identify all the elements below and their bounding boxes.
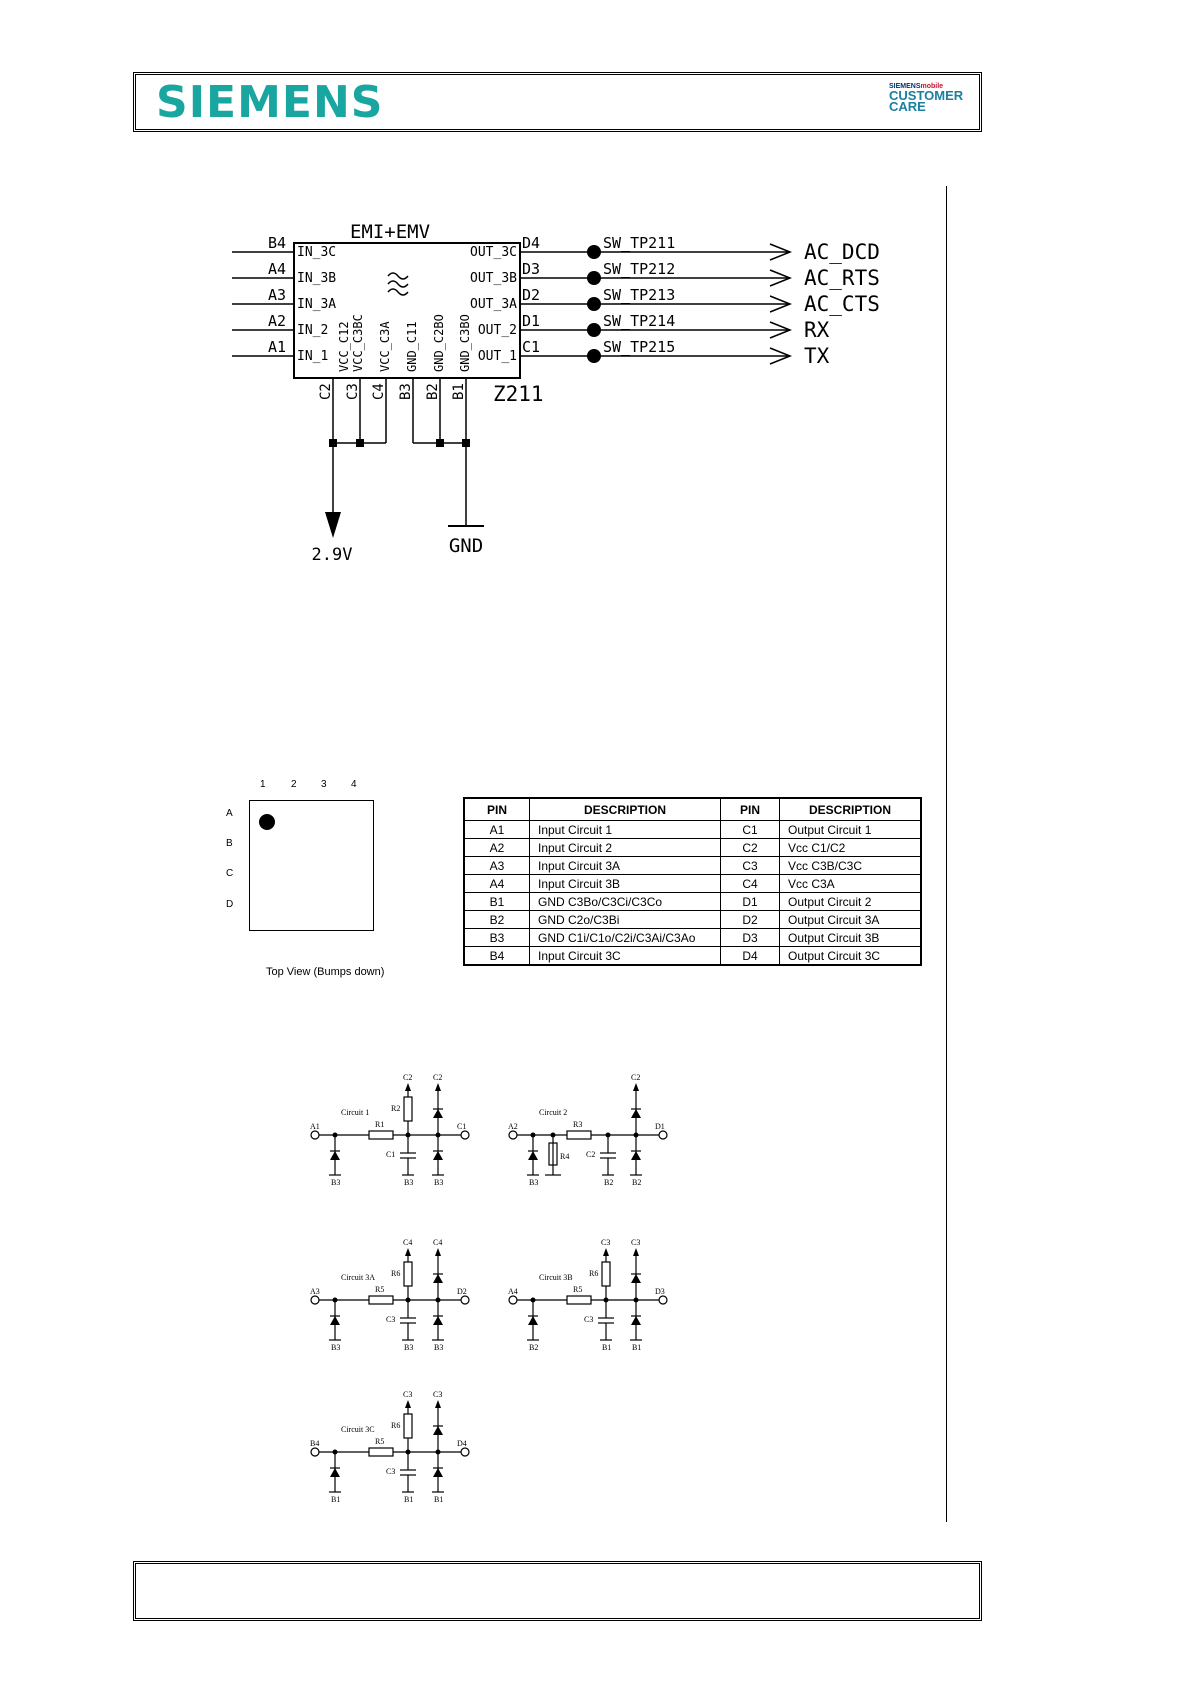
top-label-1: C2 [403,1073,413,1082]
pin-cell: A3 [464,857,530,875]
circuit-c3c [305,1392,505,1532]
right-pin-label: OUT_1 [477,349,517,364]
table-row [464,821,921,839]
test-point-icon [587,297,601,311]
table-row [464,857,921,875]
pin-cell: D3 [721,929,780,947]
right-pin-number: D1 [522,312,541,330]
left-pin-label: IN_3B [297,271,337,286]
description-cell: GND C3Bo/C3Ci/C3Co [530,893,721,911]
pin-cell: C2 [721,839,780,857]
right-pin-number: C1 [522,338,541,356]
description-cell: Input Circuit 2 [530,839,721,857]
cc-logo-customer: CUSTOMER [889,88,964,103]
circuit-c3a [305,1240,505,1380]
table-row [464,929,921,947]
vertical-pin-label: GND_C3BO [458,314,472,372]
bottom-label-3: B1 [434,1495,444,1504]
top-label-2: C3 [631,1238,641,1247]
schematic-title: EMI+EMV [349,221,431,243]
top-label-2: C2 [631,1073,641,1082]
supply-arrow-icon [633,1083,639,1091]
clamp-diode-icon [433,1274,443,1283]
pin1-marker-icon [259,814,275,830]
pin-cell: A1 [464,821,530,839]
top-label-1: C3 [403,1390,413,1399]
pin-cell: A4 [464,875,530,893]
cc-logo-care: CARE [889,99,926,114]
description-cell: Input Circuit 3A [530,857,721,875]
signal-name: AC_CTS [804,292,880,316]
output-label: D4 [457,1439,467,1448]
bottom-label-2: B1 [602,1343,612,1352]
test-point-label: SW_TP213 [603,286,676,304]
cc-logo-siemens: SIEMENS [889,83,921,90]
right-pin-number: D2 [522,286,541,304]
bottom-label-1: B2 [529,1343,539,1352]
shunt-resistor-label: R6 [589,1269,599,1278]
pin-description-table [463,797,922,966]
top-label-1: C4 [403,1238,413,1247]
input-label: A1 [310,1122,320,1131]
tvs-diode-icon [433,1316,443,1325]
description-cell: GND C2o/C3Bi [530,911,721,929]
table-row [464,839,921,857]
series-resistor-label: R1 [375,1120,385,1129]
vertical-pin-label: VCC_C3A [378,321,392,372]
description-cell: Vcc C3B/C3C [780,857,922,875]
bottom-label-1: B3 [331,1343,341,1352]
clamp-diode-icon [631,1274,641,1283]
series-resistor-label: R5 [375,1285,385,1294]
input-terminal [311,1448,319,1456]
right-pin-label: OUT_2 [477,323,517,338]
shunt-resistor [404,1262,412,1286]
clamp-diode-icon [631,1109,641,1118]
top-label-2: C3 [433,1390,443,1399]
bottom-pin-number: C3 [345,383,361,400]
test-point-icon [587,349,601,363]
capacitor-label: C1 [386,1150,396,1159]
vertical-pin-label: VCC_C3BC [351,314,365,372]
series-resistor-label: R3 [573,1120,583,1129]
right-pin-label: OUT_3B [470,271,517,286]
bottom-pin-number: C2 [318,383,334,400]
circuit-c1 [305,1075,505,1215]
series-resistor [369,1296,393,1304]
test-point-label: SW_TP211 [603,234,676,252]
vertical-pin-label: VCC_C12 [337,321,351,372]
signal-name: RX [804,318,830,342]
circuit-c2 [503,1075,703,1215]
shunt-resistor-label: R6 [391,1269,401,1278]
output-terminal [461,1131,469,1139]
left-pin-number: B4 [268,234,287,252]
top-label-2: C4 [433,1238,443,1247]
left-pin-label: IN_2 [297,323,329,338]
signal-name: AC_DCD [804,240,880,264]
pkg-row-b: B [226,838,233,849]
bottom-label-2: B3 [404,1343,414,1352]
bottom-label-3: B3 [434,1178,444,1187]
emi-filter-schematic [0,0,1190,600]
left-pin-number: A4 [268,260,287,278]
input-terminal [311,1296,319,1304]
bottom-label-3: B1 [632,1343,642,1352]
tvs-diode-icon [631,1316,641,1325]
input-label: B4 [310,1439,320,1448]
left-pin-number: A1 [268,338,287,356]
filter-symbol-icon [388,273,408,295]
bottom-label-2: B1 [404,1495,414,1504]
clamp-diode-icon [433,1109,443,1118]
circuit-title: Circuit 1 [341,1108,370,1117]
shunt-resistor-label: R4 [560,1152,570,1161]
bottom-pin-number: B3 [398,383,414,400]
top-label-2: C2 [433,1073,443,1082]
pin-cell: B4 [464,947,530,966]
table-header-row [464,798,921,821]
test-point-icon [587,271,601,285]
th-desc-left: DESCRIPTION [530,798,721,821]
part-designator: Z211 [493,382,544,406]
pkg-col-1: 1 [260,779,266,790]
bottom-label-1: B3 [529,1178,539,1187]
vertical-pin-label: GND_C2BO [432,314,446,372]
bottom-label-2: B3 [404,1178,414,1187]
bottom-label-3: B2 [632,1178,642,1187]
input-label: A2 [508,1122,518,1131]
series-resistor [567,1131,591,1139]
input-label: A3 [310,1287,320,1296]
series-resistor [369,1448,393,1456]
description-cell: Output Circuit 2 [780,893,922,911]
tvs-diode-icon [330,1316,340,1325]
bottom-pin-number: B2 [425,383,441,400]
left-pin-label: IN_1 [297,349,329,364]
output-label: D2 [457,1287,467,1296]
circuit-title: Circuit 3A [341,1273,375,1282]
th-desc-right: DESCRIPTION [780,798,922,821]
package-outline [249,800,374,931]
circuit-title: Circuit 2 [539,1108,568,1117]
description-cell: Input Circuit 3C [530,947,721,966]
description-cell: Vcc C1/C2 [780,839,922,857]
test-point-label: SW_TP214 [603,312,676,330]
package-caption: Top View (Bumps down) [266,966,385,978]
circuit-c3b [503,1240,703,1380]
series-resistor [567,1296,591,1304]
supply-arrow-icon [435,1248,441,1256]
test-point-label: SW_TP212 [603,260,676,278]
supply-label: 2.9V [311,545,353,565]
tvs-diode-icon [528,1151,538,1160]
pin-cell: D1 [721,893,780,911]
series-resistor-label: R5 [573,1285,583,1294]
siemens-logo: SIEMENS [156,77,384,128]
test-point-label: SW_TP215 [603,338,676,356]
right-pin-label: OUT_3A [470,297,517,312]
table-row [464,875,921,893]
pkg-row-c: C [226,868,234,879]
output-terminal [461,1296,469,1304]
th-pin-right: PIN [721,798,780,821]
pin-cell: D4 [721,947,780,966]
tvs-diode-icon [330,1468,340,1477]
input-terminal [509,1131,517,1139]
output-terminal [659,1131,667,1139]
tvs-diode-icon [433,1468,443,1477]
description-cell: Output Circuit 3C [780,947,922,966]
table-row [464,893,921,911]
shunt-resistor [404,1097,412,1121]
output-terminal [461,1448,469,1456]
output-label: D1 [655,1122,665,1131]
circuit-title: Circuit 3B [539,1273,573,1282]
page-footer [133,1561,982,1621]
bottom-label-1: B3 [331,1178,341,1187]
th-pin-left: PIN [464,798,530,821]
vertical-pin-label: GND_C11 [405,321,419,372]
ground-label: GND [448,535,484,557]
left-pins [232,234,336,364]
description-cell: Output Circuit 3B [780,929,922,947]
capacitor-label: C3 [584,1315,594,1324]
bottom-label-3: B3 [434,1343,444,1352]
pkg-col-4: 4 [351,779,357,790]
signal-name: TX [804,344,830,368]
circuit-title: Circuit 3C [341,1425,375,1434]
left-pin-number: A3 [268,286,287,304]
supply-arrow-icon [325,512,341,538]
table-row [464,947,921,966]
input-terminal [311,1131,319,1139]
capacitor-label: C3 [386,1315,396,1324]
signal-name: AC_RTS [804,266,880,290]
description-cell: Output Circuit 1 [780,821,922,839]
description-cell: Input Circuit 3B [530,875,721,893]
input-terminal [509,1296,517,1304]
shunt-resistor-label: R6 [391,1421,401,1430]
right-pin-label: OUT_3C [470,245,517,260]
test-point-icon [587,245,601,259]
pin-cell: D2 [721,911,780,929]
pin-cell: B2 [464,911,530,929]
supply-arrow-icon [435,1400,441,1408]
description-cell: Output Circuit 3A [780,911,922,929]
clamp-diode-icon [433,1426,443,1435]
vertical-pin-labels [337,314,472,372]
description-cell: Vcc C3A [780,875,922,893]
capacitor-label: C3 [386,1467,396,1476]
pin-cell: B3 [464,929,530,947]
right-pins [470,234,880,368]
capacitor-label: C2 [586,1150,596,1159]
table-row [464,911,921,929]
supply-arrow-icon [633,1248,639,1256]
pkg-col-2: 2 [291,779,297,790]
left-pin-label: IN_3C [297,245,337,260]
left-pin-label: IN_3A [297,297,337,312]
top-label-1: C3 [601,1238,611,1247]
description-cell: GND C1i/C1o/C2i/C3Ai/C3Ao [530,929,721,947]
right-pin-number: D3 [522,260,541,278]
left-pin-number: A2 [268,312,287,330]
supply-net [333,403,484,526]
pin-cell: C3 [721,857,780,875]
output-label: D3 [655,1287,665,1296]
supply-arrow-icon [435,1083,441,1091]
bottom-label-2: B2 [604,1178,614,1187]
bottom-pin-number: B1 [451,383,467,400]
tvs-diode-icon [528,1316,538,1325]
pin-cell: C1 [721,821,780,839]
description-cell: Input Circuit 1 [530,821,721,839]
tvs-diode-icon [330,1151,340,1160]
pin-cell: A2 [464,839,530,857]
tvs-diode-icon [631,1151,641,1160]
output-terminal [659,1296,667,1304]
series-resistor-label: R5 [375,1437,385,1446]
pin-cell: C4 [721,875,780,893]
bottom-label-1: B1 [331,1495,341,1504]
input-label: A4 [508,1287,518,1296]
pin-cell: B1 [464,893,530,911]
right-pin-number: D4 [522,234,541,252]
shunt-resistor [404,1414,412,1438]
bottom-pin-number: C4 [371,383,387,400]
shunt-resistor-label: R2 [391,1104,401,1113]
pkg-row-a: A [226,808,233,819]
pkg-row-d: D [226,899,234,910]
pkg-col-3: 3 [321,779,327,790]
test-point-icon [587,323,601,337]
series-resistor [369,1131,393,1139]
shunt-resistor [602,1262,610,1286]
cc-logo-mobile: mobile [920,83,944,90]
tvs-diode-icon [433,1151,443,1160]
bottom-pins [318,378,467,403]
output-label: C1 [457,1122,467,1131]
